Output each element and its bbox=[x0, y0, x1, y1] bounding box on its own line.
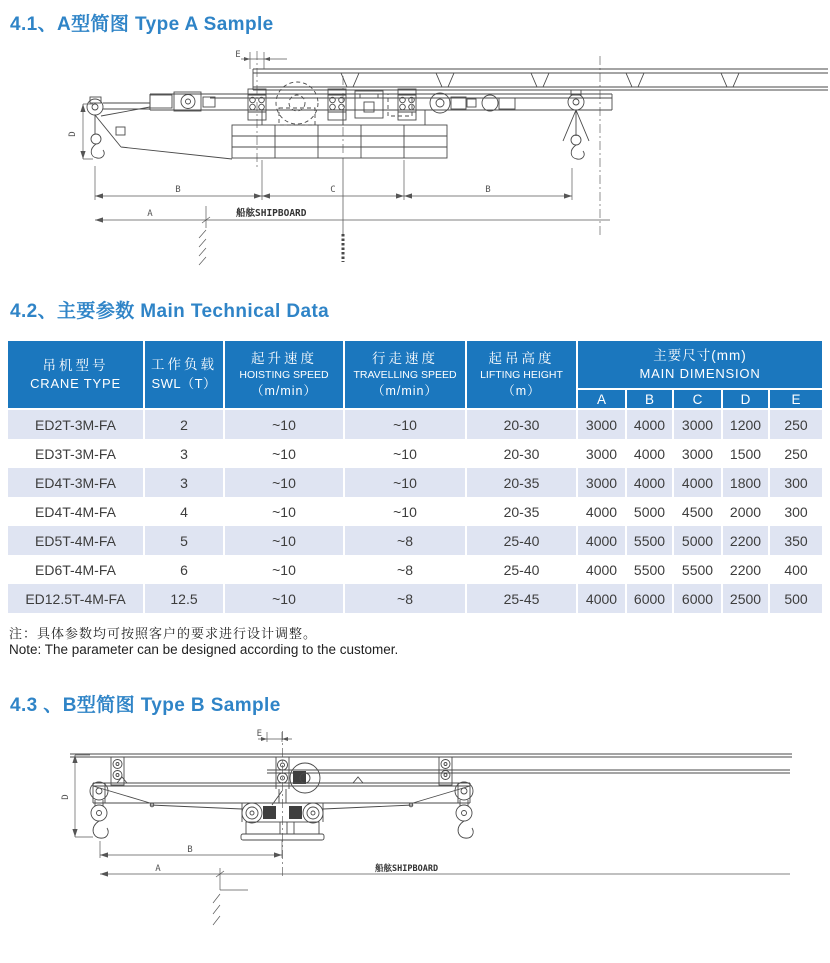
table-cell: 20-30 bbox=[467, 439, 578, 468]
deck-edge bbox=[220, 878, 248, 890]
table-cell: 5 bbox=[145, 526, 225, 555]
type-a-drawing bbox=[0, 48, 830, 291]
table-cell: ~8 bbox=[345, 555, 467, 584]
table-cell: 4 bbox=[145, 497, 225, 526]
header-dim-c: C bbox=[674, 390, 723, 410]
table-cell: 2200 bbox=[723, 526, 770, 555]
table-cell: 20-35 bbox=[467, 468, 578, 497]
table-cell: 3000 bbox=[674, 410, 723, 439]
dim-label-b2: B bbox=[485, 185, 491, 195]
ship-rail bbox=[253, 69, 828, 90]
type-b-dimensions bbox=[61, 729, 790, 925]
table-cell: ~10 bbox=[225, 526, 345, 555]
section-4-2-heading: 4.2、主要参数 Main Technical Data bbox=[10, 301, 330, 322]
table-row bbox=[8, 584, 822, 613]
table-cell: ~10 bbox=[225, 439, 345, 468]
header-lifting-unit: （m） bbox=[502, 383, 541, 398]
table-cell: 300 bbox=[784, 503, 808, 520]
table-cell: ~10 bbox=[225, 584, 345, 613]
ship-rails bbox=[70, 754, 792, 773]
central-mast bbox=[272, 757, 320, 805]
header-dim-e: E bbox=[770, 390, 822, 410]
table-cell: 5500 bbox=[627, 526, 674, 555]
table-cell: 25-45 bbox=[467, 584, 578, 613]
section-4-1-heading: 4.1、A型简图 Type A Sample bbox=[10, 14, 274, 35]
header-hoisting-unit: （m/min） bbox=[250, 383, 318, 398]
table-cell: 20-30 bbox=[467, 410, 578, 439]
table-cell: 3 bbox=[145, 468, 225, 497]
table-row bbox=[8, 439, 822, 468]
note-zh: 注：具体参数均可按照客户的要求进行设计调整。 bbox=[9, 626, 318, 641]
table-cell: ~10 bbox=[225, 468, 345, 497]
header-hoisting-zh: 起升速度 bbox=[251, 351, 317, 367]
shipboard-label: 船舷SHIPBOARD bbox=[236, 208, 307, 219]
header-lifting-height bbox=[467, 341, 578, 410]
table-cell: ED6T-4M-FA bbox=[8, 555, 145, 584]
header-travelling-unit: （m/min） bbox=[371, 383, 439, 398]
dim-label-d: D bbox=[61, 794, 71, 800]
table-cell: 4000 bbox=[627, 468, 674, 497]
table-cell: 5500 bbox=[674, 555, 723, 584]
table-cell: ED4T-4M-FA bbox=[8, 497, 145, 526]
table-cell: 4500 bbox=[674, 497, 723, 526]
dim-label-b1: B bbox=[175, 185, 181, 195]
table-cell: 5000 bbox=[627, 497, 674, 526]
notes bbox=[9, 626, 830, 658]
table-cell: 2200 bbox=[723, 555, 770, 584]
left-hanger-bracket bbox=[111, 757, 124, 785]
header-swl bbox=[145, 341, 225, 410]
header-swl-zh: 工作负载 bbox=[151, 357, 217, 373]
table-cell: 3000 bbox=[674, 439, 723, 468]
table-row bbox=[8, 410, 822, 439]
table-cell: 2500 bbox=[723, 584, 770, 613]
table-row bbox=[8, 526, 822, 555]
dim-label-d: D bbox=[68, 131, 78, 137]
table-cell: 4000 bbox=[578, 526, 627, 555]
table-row bbox=[8, 555, 822, 584]
type-a-dimensions bbox=[68, 50, 610, 265]
header-crane-type-en: CRANE TYPE bbox=[30, 375, 121, 391]
header-swl-en: SWL（T） bbox=[151, 376, 217, 392]
right-frame-hook bbox=[563, 90, 589, 159]
table-cell: ~8 bbox=[345, 584, 467, 613]
note-en: Note: The parameter can be designed according to the customer. bbox=[9, 642, 399, 657]
dim-label-b: B bbox=[187, 845, 193, 855]
table-cell: 5500 bbox=[627, 555, 674, 584]
header-travelling-en: TRAVELLING SPEED bbox=[353, 369, 457, 381]
section-4-3-heading: 4.3 、B型简图 Type B Sample bbox=[10, 695, 281, 716]
table-cell: 2000 bbox=[723, 497, 770, 526]
header-travelling-zh: 行走速度 bbox=[372, 351, 438, 367]
table-cell: 3000 bbox=[578, 439, 627, 468]
table-cell: 4000 bbox=[627, 439, 674, 468]
header-hoisting-en: HOISTING SPEED bbox=[239, 369, 329, 381]
table-cell: 4000 bbox=[578, 584, 627, 613]
table-cell: 25-40 bbox=[467, 555, 578, 584]
table-cell: 12.5 bbox=[145, 584, 225, 613]
table-cell: 2 bbox=[145, 410, 225, 439]
table-cell: 6000 bbox=[674, 584, 723, 613]
table-cell: ~10 bbox=[345, 410, 467, 439]
table-cell: 1500 bbox=[723, 439, 770, 468]
table-cell: 3000 bbox=[578, 410, 627, 439]
left-frame-hook bbox=[87, 97, 232, 159]
header-travelling-speed bbox=[345, 341, 467, 410]
header-main-dimension-zh: 主要尺寸(mm) bbox=[653, 347, 747, 363]
table-cell: ~10 bbox=[225, 497, 345, 526]
table-cell: ED4T-3M-FA bbox=[8, 468, 145, 497]
table-cell: 4000 bbox=[627, 410, 674, 439]
table-cell: 4000 bbox=[578, 497, 627, 526]
deck-hatching bbox=[199, 230, 206, 265]
table-cell: 300 bbox=[770, 468, 822, 497]
right-hanger-bracket bbox=[439, 757, 452, 785]
table-cell: 3 bbox=[145, 439, 225, 468]
table-cell: ED5T-4M-FA bbox=[8, 526, 145, 555]
table-cell: 250 bbox=[784, 445, 808, 462]
header-main-dimension-en: MAIN DIMENSION bbox=[639, 365, 761, 381]
type-b-drawing bbox=[0, 727, 830, 947]
table-body bbox=[8, 410, 822, 613]
table-cell: 6 bbox=[145, 555, 225, 584]
dim-label-a: A bbox=[155, 864, 161, 874]
table-cell: ~8 bbox=[345, 526, 467, 555]
dim-label-c: C bbox=[330, 185, 336, 195]
main-girder bbox=[93, 777, 470, 809]
table-cell: 1200 bbox=[723, 410, 770, 439]
table-cell: 25-40 bbox=[467, 526, 578, 555]
table-cell: ED2T-3M-FA bbox=[8, 410, 145, 439]
dim-label-e: E bbox=[256, 729, 262, 739]
table-cell: ~10 bbox=[345, 468, 467, 497]
table-cell: 350 bbox=[770, 526, 822, 555]
table-cell: 4000 bbox=[578, 555, 627, 584]
header-main-dimension bbox=[578, 341, 822, 390]
type-a-linework bbox=[87, 51, 828, 262]
table-cell: ~10 bbox=[345, 497, 467, 526]
dim-label-e: E bbox=[235, 50, 241, 60]
table-cell: 3000 bbox=[578, 468, 627, 497]
table-cell: 1800 bbox=[723, 468, 770, 497]
table-cell: 6000 bbox=[627, 584, 674, 613]
header-crane-type-zh: 吊机型号 bbox=[42, 357, 109, 373]
centerlines bbox=[257, 51, 600, 236]
main-technical-data-table bbox=[8, 341, 822, 613]
table-cell: ED12.5T-4M-FA bbox=[8, 584, 145, 613]
table-cell: 250 bbox=[770, 410, 822, 439]
dim-label-a: A bbox=[147, 209, 153, 219]
header-lifting-en: LIFTING HEIGHT bbox=[480, 369, 563, 381]
table-cell: 4000 bbox=[674, 468, 723, 497]
table-cell: 5000 bbox=[674, 526, 723, 555]
table-cell: ~10 bbox=[225, 410, 345, 439]
header-dim-a: A bbox=[578, 390, 627, 410]
rope-drum bbox=[276, 82, 318, 125]
table-cell: 500 bbox=[770, 584, 822, 613]
header-hoisting-speed bbox=[225, 341, 345, 410]
table-cell: ~10 bbox=[345, 439, 467, 468]
header-crane-type bbox=[8, 341, 145, 410]
table-cell: 400 bbox=[784, 561, 808, 578]
platform bbox=[232, 110, 447, 158]
control-boxes bbox=[355, 91, 515, 118]
deck-hatching bbox=[213, 894, 220, 925]
header-dim-d: D bbox=[723, 390, 770, 410]
shipboard-label: 船舷SHIPBOARD bbox=[375, 864, 439, 874]
table-cell: 20-35 bbox=[467, 497, 578, 526]
table-row bbox=[8, 468, 822, 497]
table-cell: ED3T-3M-FA bbox=[8, 439, 145, 468]
table-cell: ~10 bbox=[225, 555, 345, 584]
header-dim-b: B bbox=[627, 390, 674, 410]
table-row bbox=[8, 497, 822, 526]
main-girder bbox=[103, 92, 612, 111]
header-lifting-zh: 起吊高度 bbox=[488, 351, 555, 367]
